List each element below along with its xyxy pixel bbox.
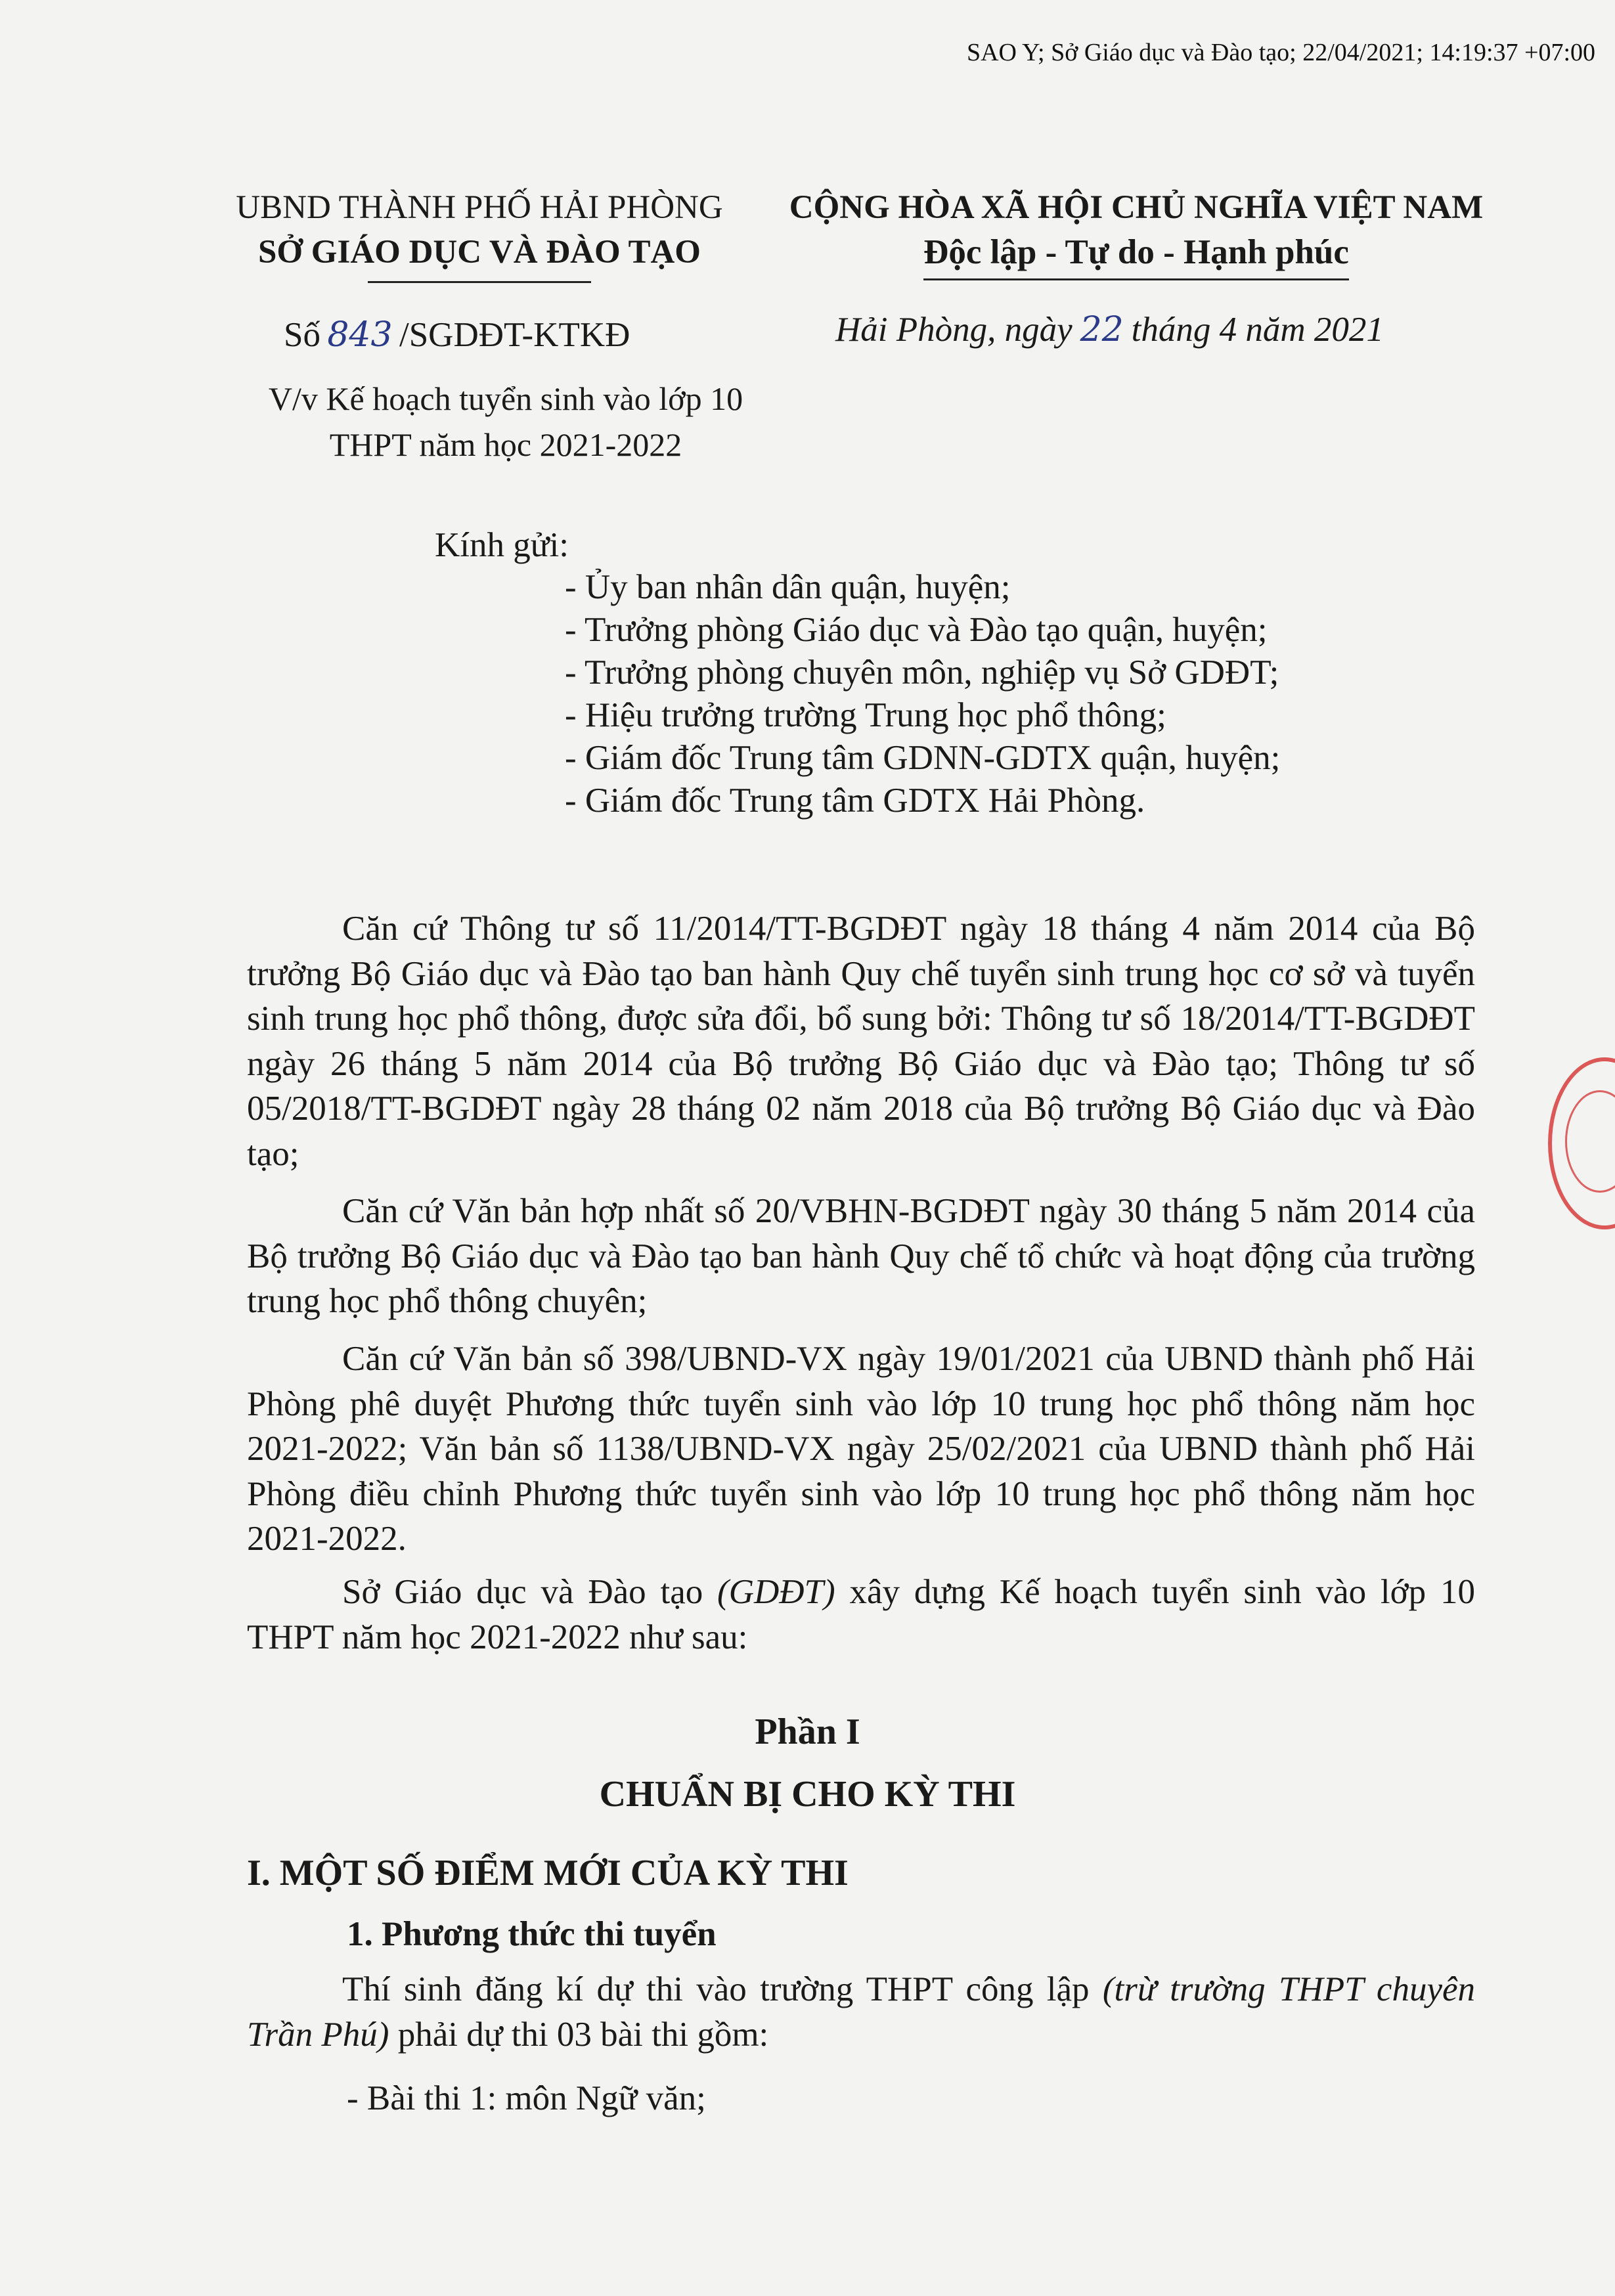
exam-item: - Bài thi 1: môn Ngữ văn; — [347, 2079, 706, 2117]
part-subtitle: CHUẨN BỊ CHO KỲ THI — [599, 1774, 1016, 1815]
recipient-item: - Giám đốc Trung tâm GDNN-GDTX quận, huyện; — [565, 739, 1281, 777]
intro-text-rest: xây dựng Kế hoạch tuyển sinh vào lớp 10 THPT năm học 2021-2022 như sau: — [247, 1573, 1475, 1656]
subject-line-2: THPT năm học 2021-2022 — [329, 426, 682, 463]
issuer-name: SỞ GIÁO DỤC VÀ ĐÀO TẠO — [258, 234, 701, 271]
national-header — [755, 185, 1517, 280]
greeting: Kính gửi: — [435, 526, 569, 564]
document-date — [835, 310, 1384, 349]
date-prefix: Hải Phòng, ngày — [835, 311, 1073, 349]
legal-basis-paragraph-1: Căn cứ Thông tư số 11/2014/TT-BGDĐT ngày 18 tháng 4 năm 2014 của Bộ trưởng Bộ Giáo dục và Đào tạo ban hành Quy chế tuyển sinh trung học cơ sở và tuyển sinh trung học phổ thông, được sửa đổi, bổ sung bởi: Thông tư số 18/2014/TT-BGDĐT ngày 26 tháng 5 năm 2014 của Bộ trưởng Bộ Giáo dục và Đào tạo; Thông tư số 05/2018/TT-BGDĐT ngày 28 tháng 02 năm 2018 của Bộ trưởng Bộ Giáo dục và Đào tạo; — [247, 910, 1475, 1173]
document-number-prefix: Số — [284, 316, 321, 354]
document-number-handwritten: 843 — [327, 315, 393, 355]
exam-text-rest: phải dự thi 03 bài thi gồm: — [389, 2015, 769, 2054]
section-heading: I. MỘT SỐ ĐIỂM MỚI CỦA KỲ THI — [247, 1853, 849, 1893]
national-title: CỘNG HÒA XÃ HỘI CHỦ NGHĨA VIỆT NAM — [789, 189, 1484, 226]
recipient-item: - Trưởng phòng chuyên môn, nghiệp vụ Sở GDĐT; — [565, 653, 1279, 692]
exam-text: Thí sinh đăng kí dự thi vào trường THPT công lập — [342, 1970, 1103, 2008]
document-number-suffix: /SGDĐT-KTKĐ — [399, 316, 631, 354]
document-subject — [243, 376, 768, 468]
issuer-parent: UBND THÀNH PHỐ HẢI PHÒNG — [236, 189, 723, 226]
subject-line-1: V/v Kế hoạch tuyển sinh vào lớp 10 — [268, 380, 743, 417]
recipient-item: - Ủy ban nhân dân quận, huyện; — [565, 568, 1011, 606]
national-motto: Độc lập - Tự do - Hạnh phúc — [923, 230, 1349, 280]
intro-abbrev: (GDĐT) — [717, 1573, 835, 1611]
date-day-handwritten: 22 — [1080, 310, 1124, 349]
recipient-list — [565, 566, 1280, 822]
digital-copy-stamp: SAO Y; Sở Giáo dục và Đào tạo; 22/04/2021; 14:19:37 +07:00 — [966, 39, 1595, 66]
legal-basis-paragraph-2: Căn cứ Văn bản hợp nhất số 20/VBHN-BGDĐT ngày 30 tháng 5 năm 2014 của Bộ trưởng Bộ Giáo dục và Đào tạo ban hành Quy chế tổ chức và hoạt động của trường trung học phổ thông chuyên; — [247, 1192, 1475, 1320]
exam-paragraph — [247, 1967, 1475, 2057]
document-number — [284, 315, 630, 355]
issuer-underline — [368, 281, 591, 283]
intro-paragraph — [247, 1570, 1475, 1660]
subsection-heading: 1. Phương thức thi tuyển — [347, 1915, 717, 1953]
part-title: Phần I — [755, 1711, 860, 1752]
recipient-item: - Trưởng phòng Giáo dục và Đào tạo quận, huyện; — [565, 611, 1268, 649]
date-rest: tháng 4 năm 2021 — [1131, 311, 1384, 349]
issuer-header — [217, 185, 742, 283]
exam-exception: (trừ trường THPT chuyên Trần Phú) — [247, 1970, 1475, 2054]
recipient-item: - Hiệu trưởng trường Trung học phổ thông; — [565, 696, 1166, 734]
legal-basis-paragraph-3: Căn cứ Văn bản số 398/UBND-VX ngày 19/01/2021 của UBND thành phố Hải Phòng phê duyệt Phương thức tuyển sinh vào lớp 10 trung học phổ thông năm học 2021-2022; Văn bản số 1138/UBND-VX ngày 25/02/2021 của UBND thành phố Hải Phòng điều chỉnh Phương thức tuyển sinh vào lớp 10 trung học phổ thông năm học 2021-2022. — [247, 1340, 1475, 1558]
intro-text: Sở Giáo dục và Đào tạo — [342, 1573, 718, 1611]
recipient-item: - Giám đốc Trung tâm GDTX Hải Phòng. — [565, 782, 1145, 820]
